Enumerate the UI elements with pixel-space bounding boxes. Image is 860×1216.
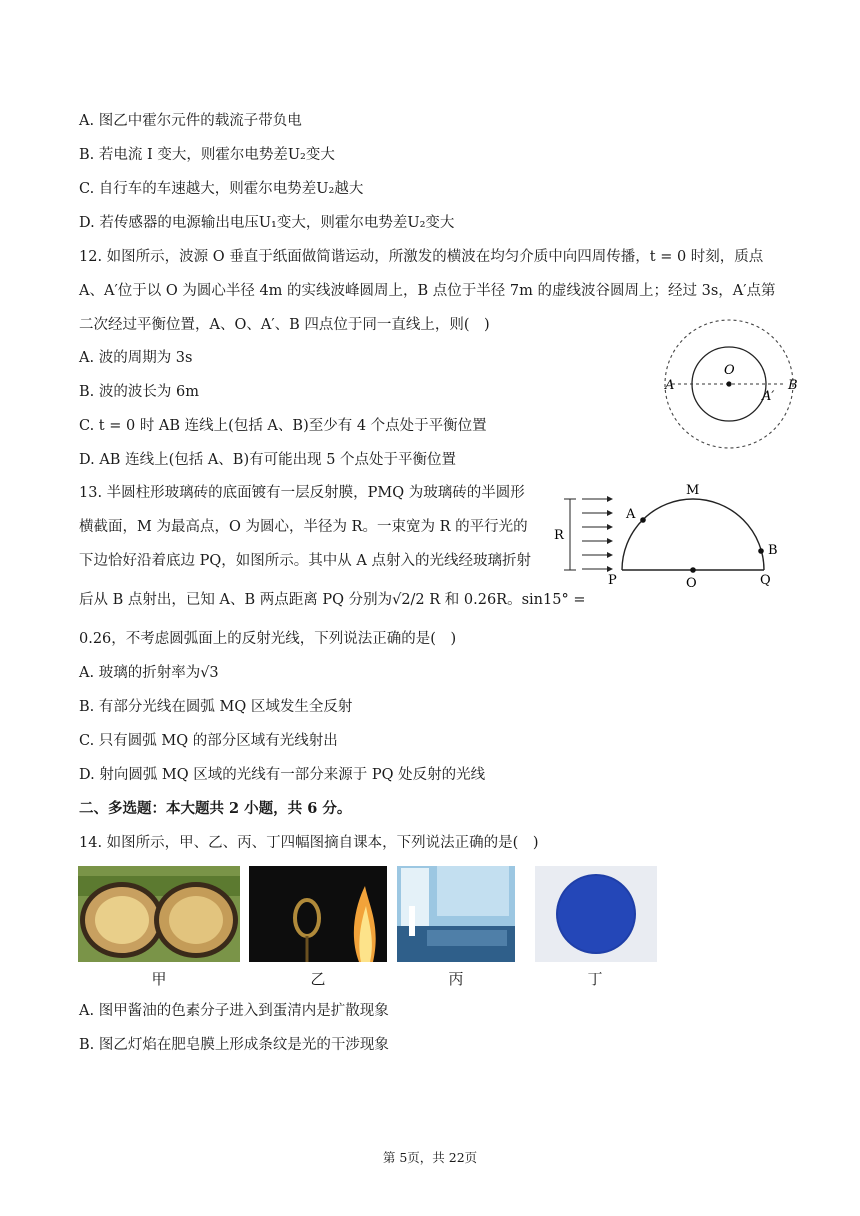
label-m: M bbox=[686, 483, 700, 498]
q13-stem-line-1: 13. 半圆柱形玻璃砖的底面镀有一层反射膜，PMQ 为玻璃砖的半圆形 bbox=[79, 485, 525, 501]
q13-stem-line-2: 横截面，M 为最高点，O 为圆心，半径为 R。一束宽为 R 的平行光的 bbox=[79, 519, 528, 535]
label-a: A bbox=[665, 378, 675, 393]
q11-option-d: D. 若传感器的电源输出电压U₁变大，则霍尔电势差U₂变大 bbox=[79, 215, 455, 231]
caption-jia: 甲 bbox=[151, 970, 167, 988]
label-q: Q bbox=[760, 573, 771, 588]
q13-stem-line-5: 0.26，不考虑圆弧面上的反射光线，下列说法正确的是( ) bbox=[79, 631, 457, 647]
q12-option-c: C. t = 0 时 AB 连线上(包括 A、B)至少有 4 个点处于平衡位置 bbox=[79, 418, 487, 434]
q12-wave-circles-figure bbox=[652, 318, 812, 458]
caption-bing: 丙 bbox=[448, 970, 464, 988]
photo-jia-eggs bbox=[78, 866, 240, 962]
label-b: B bbox=[768, 543, 778, 558]
label-r: R bbox=[554, 528, 564, 543]
q13-option-a: A. 玻璃的折射率为√3 bbox=[79, 665, 219, 681]
section-heading-multiple-choice: 二、多选题：本大题共 2 小题，共 6 分。 bbox=[79, 800, 352, 817]
caption-yi: 乙 bbox=[310, 970, 326, 988]
photo-ding-blue-circle bbox=[535, 866, 657, 962]
q12-option-d: D. AB 连线上(包括 A、B)有可能出现 5 个点处于平衡位置 bbox=[79, 452, 457, 468]
label-a-prime: A′ bbox=[762, 389, 775, 404]
q13-stem-line-4: 后从 B 点射出，已知 A、B 两点距离 PQ 分别为√2/2 R 和 0.26R。sin15° = bbox=[79, 592, 586, 608]
point-o-dot bbox=[690, 567, 696, 573]
point-b-dot bbox=[758, 548, 764, 554]
q14-option-b: B. 图乙灯焰在肥皂膜上形成条纹是光的干涉现象 bbox=[79, 1037, 389, 1053]
q12-stem-line-1: 12. 如图所示，波源 O 垂直于纸面做简谐运动，所激发的横波在均匀介质中向四周传播，t = 0 时刻，质点 bbox=[79, 249, 764, 265]
q13-semicircle-figure bbox=[548, 478, 788, 590]
q13-option-b: B. 有部分光线在圆弧 MQ 区域发生全反射 bbox=[79, 699, 353, 715]
caption-ding: 丁 bbox=[587, 970, 603, 988]
photo-bing-window-room bbox=[397, 866, 515, 962]
q12-stem-line-2: A、A′位于以 O 为圆心半径 4m 的实线波峰圆周上，B 点位于半径 7m 的虚线波谷圆周上；经过 3s，A′点第 bbox=[79, 283, 776, 299]
semicircle-arc bbox=[622, 499, 764, 570]
page-number-footer: 第 5页，共 22页 bbox=[382, 1150, 478, 1165]
point-a-dot bbox=[640, 517, 646, 523]
label-b: B bbox=[788, 378, 798, 393]
label-p: P bbox=[608, 573, 617, 588]
q11-option-b: B. 若电流 I 变大，则霍尔电势差U₂变大 bbox=[79, 147, 335, 163]
q14-stem: 14. 如图所示，甲、乙、丙、丁四幅图摘自课本，下列说法正确的是( ) bbox=[79, 835, 539, 851]
q11-option-c: C. 自行车的车速越大，则霍尔电势差U₂越大 bbox=[79, 181, 364, 197]
q14-option-a: A. 图甲酱油的色素分子进入到蛋清内是扩散现象 bbox=[79, 1003, 389, 1019]
q11-option-a: A. 图乙中霍尔元件的载流子带负电 bbox=[79, 113, 302, 129]
q12-stem-line-3: 二次经过平衡位置，A、O、A′、B 四点位于同一直线上，则( ) bbox=[79, 317, 490, 333]
photo-yi-soap-film-flame bbox=[249, 866, 387, 962]
center-dot bbox=[726, 381, 731, 386]
q13-option-d: D. 射向圆弧 MQ 区域的光线有一部分来源于 PQ 处反射的光线 bbox=[79, 767, 486, 783]
q12-option-a: A. 波的周期为 3s bbox=[79, 350, 193, 366]
q13-stem-line-3: 下边恰好沿着底边 PQ，如图所示。其中从 A 点射入的光线经玻璃折射 bbox=[79, 553, 531, 569]
label-o: O bbox=[724, 363, 735, 378]
q13-option-c: C. 只有圆弧 MQ 的部分区域有光线射出 bbox=[79, 733, 338, 749]
q12-option-b: B. 波的波长为 6m bbox=[79, 384, 199, 400]
label-o: O bbox=[686, 576, 697, 590]
label-a: A bbox=[626, 507, 636, 522]
